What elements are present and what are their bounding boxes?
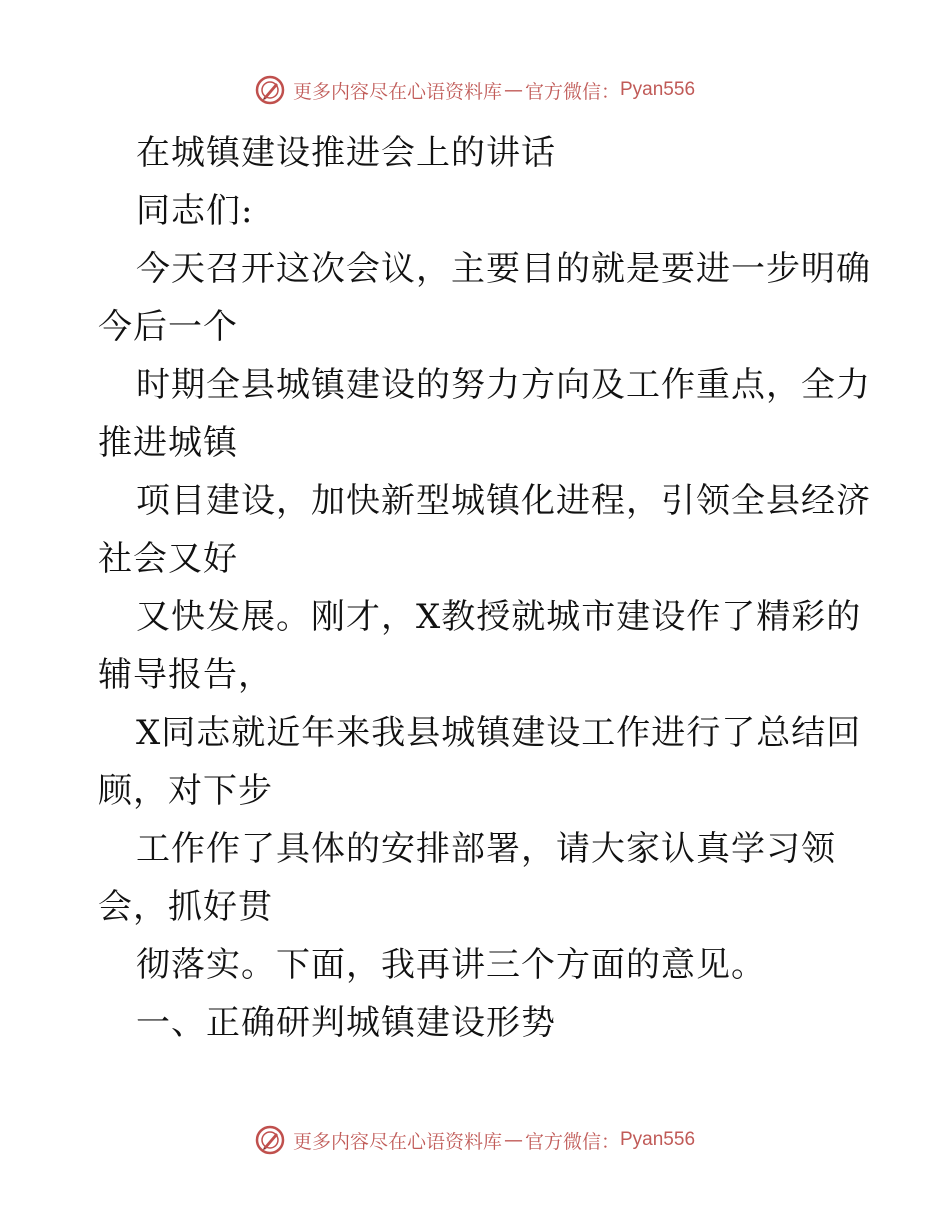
watermark-wechat-label: 官方微信： xyxy=(524,80,620,103)
watermark-separator: — xyxy=(503,79,523,101)
text-line: 一、正确研判城镇建设形势 xyxy=(136,1003,556,1043)
watermark-wechat-id: Pyan556 xyxy=(620,79,696,100)
watermark-wechat-id: Pyan556 xyxy=(620,1129,696,1150)
document-body xyxy=(98,124,871,1052)
document-title: 在城镇建设推进会上的讲话 xyxy=(136,133,556,173)
watermark-site-name: 更多内容尽在心语资料库 xyxy=(292,1130,502,1153)
text-line: 彻落实。下面，我再讲三个方面的意见。 xyxy=(136,945,766,985)
text-line: 推进城镇 xyxy=(98,423,238,463)
text-line: 项目建设，加快新型城镇化进程，引领全县经济 xyxy=(136,481,871,521)
text-line: 社会又好 xyxy=(98,539,238,579)
text-line: 今天召开这次会议，主要目的就是要进一步明确 xyxy=(136,249,871,289)
pen-logo-icon xyxy=(255,1125,285,1155)
footer-watermark xyxy=(0,1120,950,1160)
text-line: 同志们: xyxy=(136,191,254,231)
text-line: 辅导报告， xyxy=(98,655,273,695)
text-line: 又快发展。刚才，X教授就城市建设作了精彩的 xyxy=(136,597,862,637)
text-line: 会，抓好贯 xyxy=(98,887,273,927)
header-watermark xyxy=(0,70,950,110)
text-line: 顾，对下步 xyxy=(98,771,273,811)
text-line: X同志就近年来我县城镇建设工作进行了总结回 xyxy=(136,713,862,753)
watermark-site-name: 更多内容尽在心语资料库 xyxy=(292,80,502,103)
watermark-separator: — xyxy=(503,1129,523,1151)
text-line: 工作作了具体的安排部署，请大家认真学习领 xyxy=(136,829,836,869)
text-line: 时期全县城镇建设的努力方向及工作重点，全力 xyxy=(136,365,871,405)
text-line: 今后一个 xyxy=(98,307,238,347)
pen-logo-icon xyxy=(255,75,285,105)
watermark-wechat-label: 官方微信： xyxy=(524,1130,620,1153)
